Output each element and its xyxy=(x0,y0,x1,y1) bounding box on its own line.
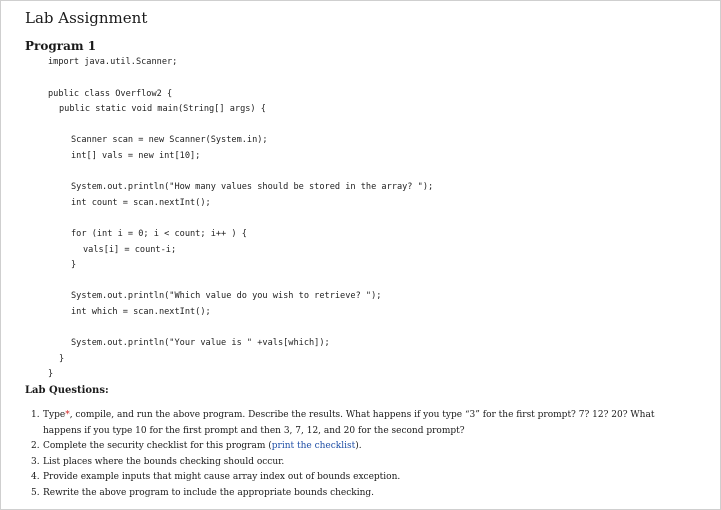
list-item xyxy=(31,470,691,486)
code-line: } xyxy=(59,354,65,364)
question-number: 4. xyxy=(31,472,40,482)
question-text: Complete the security checklist for this program ( xyxy=(43,441,272,451)
code-line: System.out.println("How many values should be stored in the array? "); xyxy=(71,182,434,192)
list-item xyxy=(31,439,691,455)
code-line: int which = scan.nextInt(); xyxy=(71,307,211,317)
code-line: System.out.println("Your value is " +vals[which]); xyxy=(71,338,330,348)
code-line: } xyxy=(48,369,54,379)
code-line: import java.util.Scanner; xyxy=(48,57,178,67)
question-text: Type xyxy=(43,410,66,420)
question-text: Provide example inputs that might cause array index out of bounds exception. xyxy=(43,472,401,482)
question-number: 2. xyxy=(31,441,40,451)
code-line: public class Overflow2 { xyxy=(48,89,173,99)
code-line: } xyxy=(71,260,77,270)
question-text: List places where the bounds checking should occur. xyxy=(43,456,285,467)
code-line: public static void main(String[] args) { xyxy=(59,104,266,114)
code-line: int count = scan.nextInt(); xyxy=(71,198,211,208)
code-line: vals[i] = count-i; xyxy=(83,245,177,255)
code-line: Scanner scan = new Scanner(System.in); xyxy=(71,135,268,145)
list-item xyxy=(31,455,691,471)
required-asterisk: * xyxy=(65,410,70,420)
question-number: 1. xyxy=(31,410,40,420)
question-text: ). xyxy=(355,441,362,451)
code-line: int[] vals = new int[10]; xyxy=(71,151,201,161)
code-line: System.out.println("Which value do you wish to retrieve? "); xyxy=(71,291,382,301)
program-heading: Program 1 xyxy=(25,39,97,53)
questions-heading: Lab Questions: xyxy=(25,385,109,396)
question-text: Rewrite the above program to include the appropriate bounds checking. xyxy=(43,487,375,498)
print-checklist-link[interactable]: print the checklist xyxy=(271,441,356,451)
list-item xyxy=(31,408,691,439)
code-line: for (int i = 0; i < count; i++ ) { xyxy=(71,229,247,239)
question-number: 3. xyxy=(31,456,40,467)
questions-list xyxy=(31,408,691,501)
page-title: Lab Assignment xyxy=(25,9,148,27)
list-item xyxy=(31,486,691,502)
question-text: , compile, and run the above program. Describe the results. What happens if you type “3” for the first prompt? 7? 12? 20? What happens if you type 10 for the first prompt and then 3, 7, 12, and 20 for the second prompt? xyxy=(43,410,655,436)
question-number: 5. xyxy=(31,487,40,498)
